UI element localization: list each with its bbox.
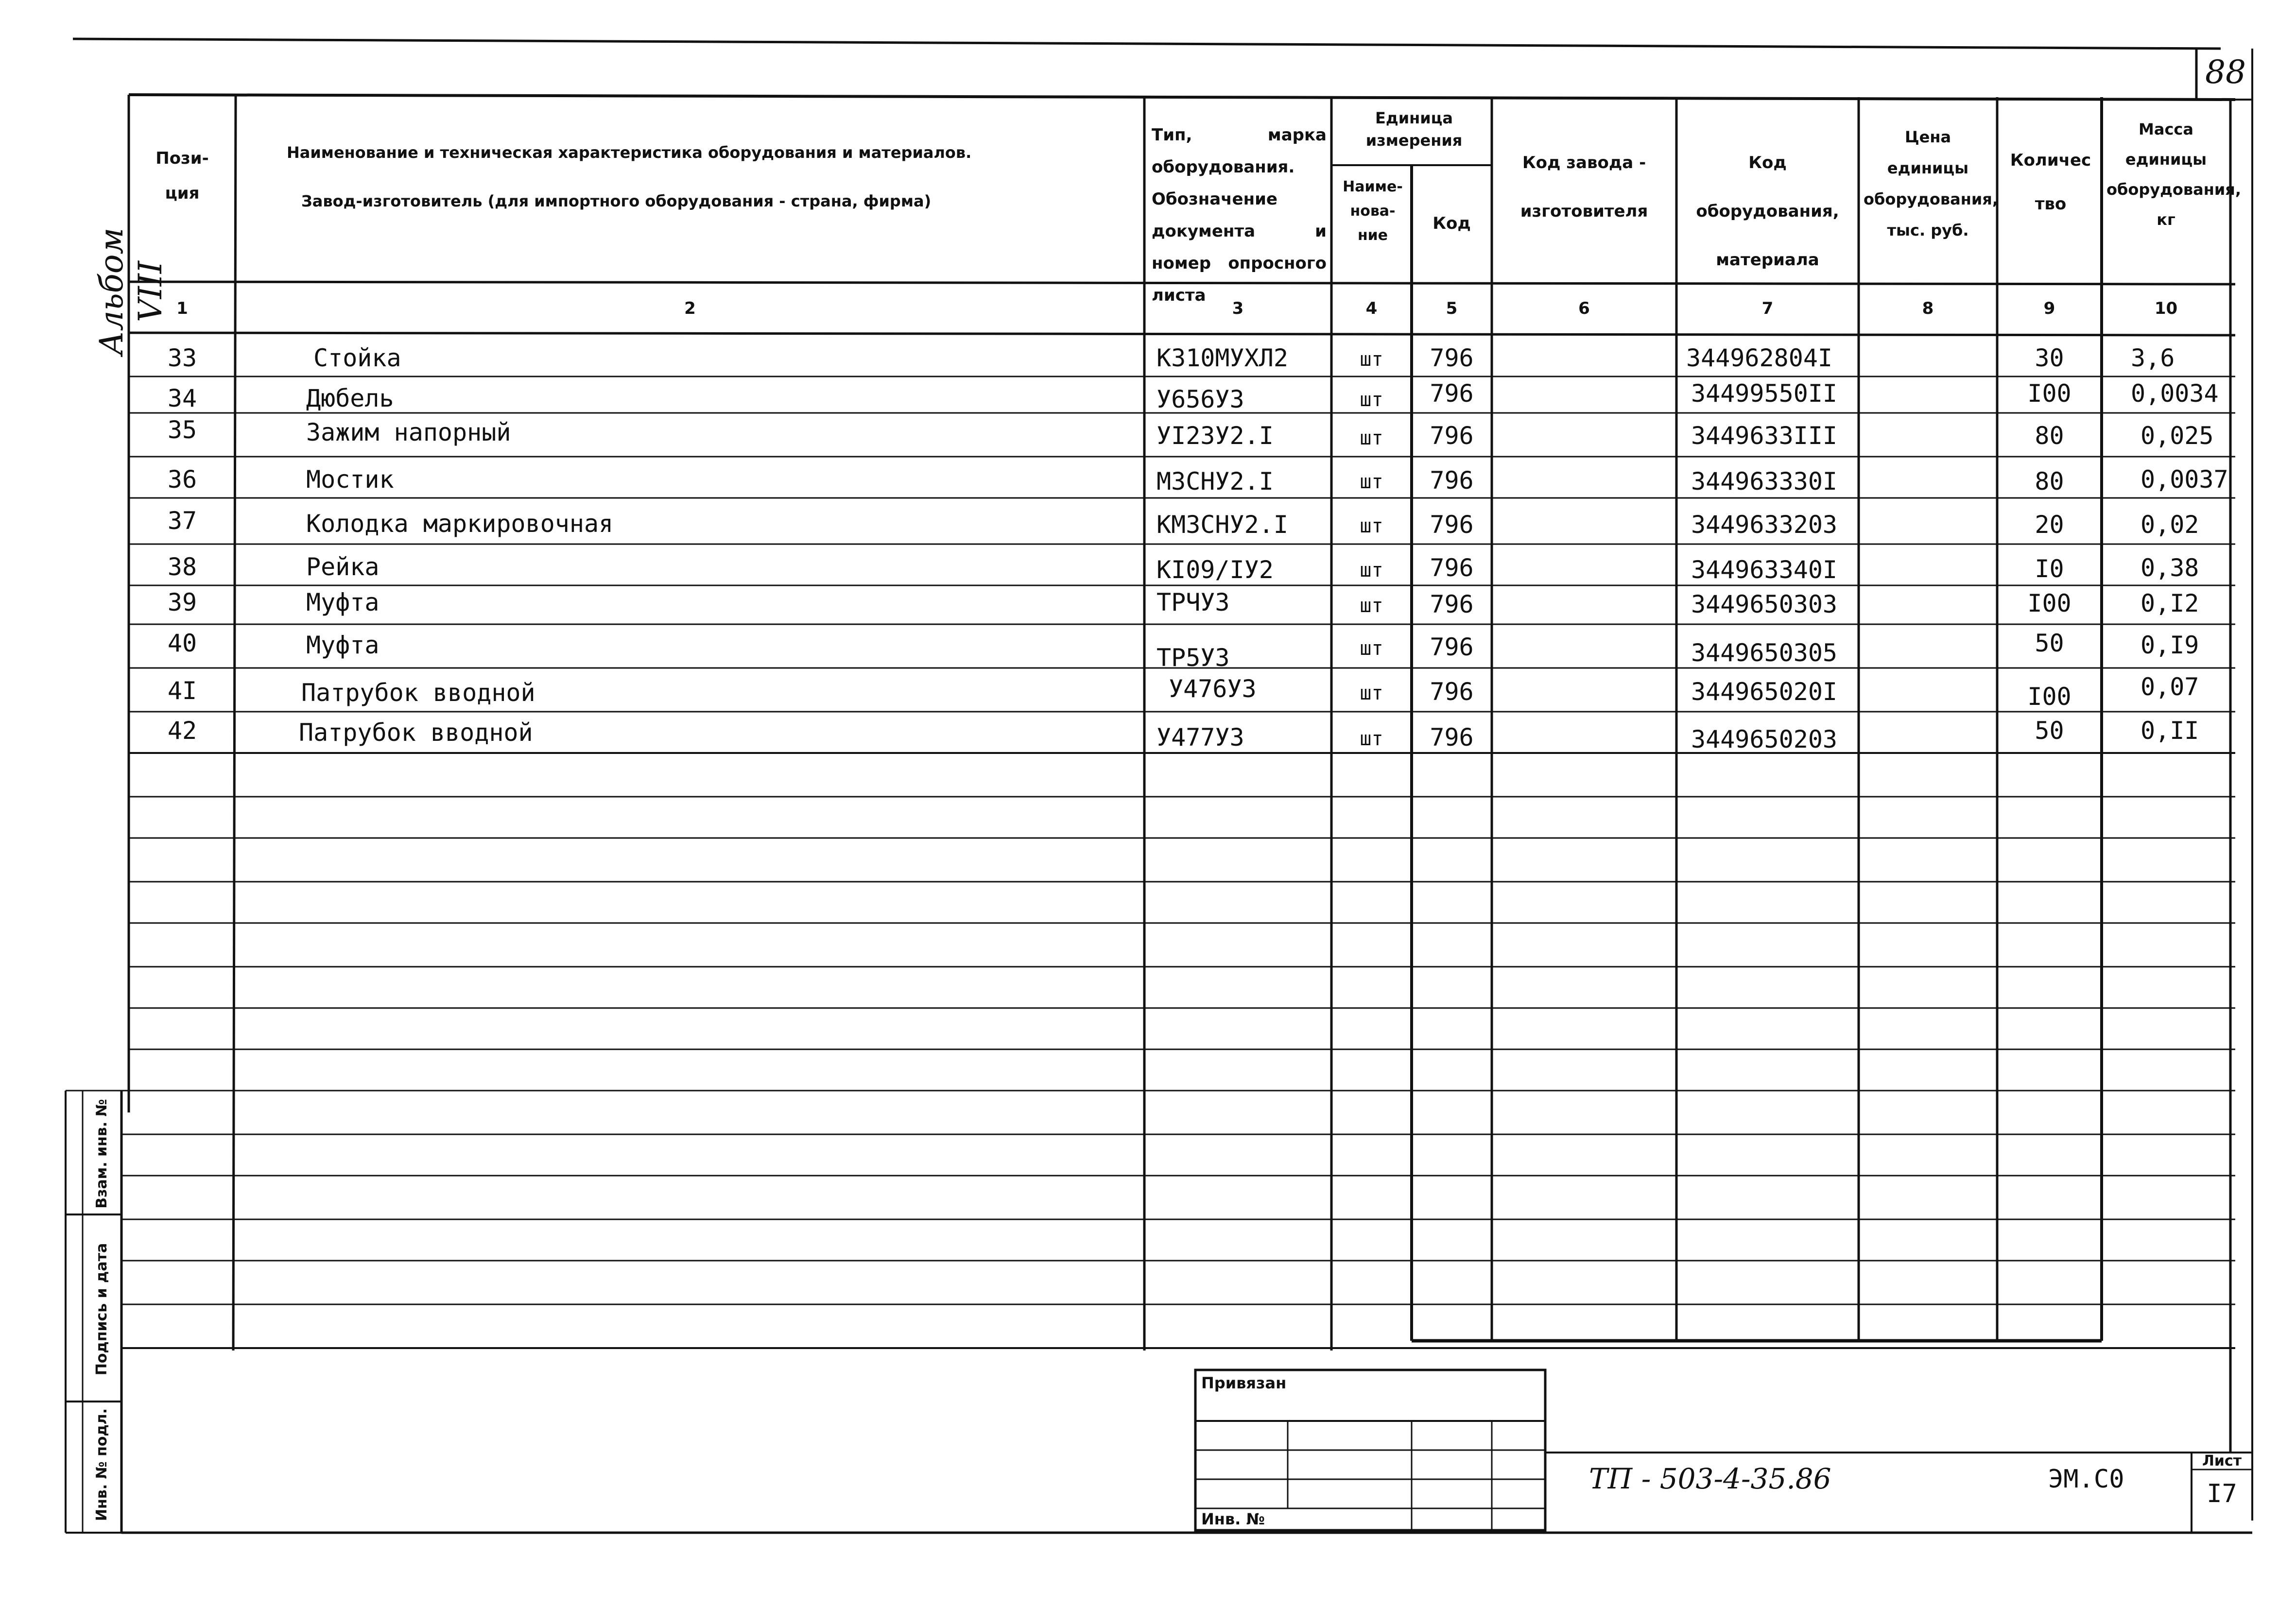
row-qty: 30 [2035,344,2064,372]
row-code: 3449633203 [1691,511,1838,539]
row-type: ТР5У3 [1157,644,1230,672]
table-row [129,712,2230,753]
table-row [129,668,2230,712]
header-equip-code: Код оборудования, материала [1696,153,1839,270]
row-name: Мостик [306,465,394,494]
table-row [129,498,2230,544]
row-mass: 0,38 [2141,554,2199,582]
row-qty: 80 [2035,467,2064,496]
stamp-sheet-label: Лист [2202,1453,2242,1470]
header-unit-name: Наиме-нова-ние [1343,178,1403,244]
row-name: Патрубок вводной [301,679,535,707]
row-qty: 20 [2035,511,2064,539]
header-type: Тип, марка оборудования. Обозначение документа и номер опросного листа [1152,125,1327,305]
row-name: Рейка [306,553,380,581]
row-code: 34499550II [1691,379,1838,408]
row-mass: 0,0037 [2141,465,2228,494]
row-mass: 0,07 [2141,673,2199,701]
row-qty: I00 [2027,589,2072,617]
row-code: 344962804I [1686,344,1833,372]
row-unit-code: 796 [1430,511,1474,539]
row-unit-code: 796 [1430,678,1474,706]
row-code: 3449650305 [1691,639,1838,667]
row-unit: шт [1360,559,1383,581]
row-qty: I00 [2027,379,2072,408]
row-name: Муфта [306,588,380,616]
row-unit: шт [1360,471,1383,493]
table-row [129,624,2230,672]
colnum-3: 3 [1232,299,1244,318]
header-qty: Количество [2010,151,2091,214]
colnum-2: 2 [684,299,696,318]
row-pos: 37 [167,507,197,535]
row-unit-code: 796 [1430,466,1474,495]
table-row [129,413,2230,457]
side-label-podpis: Подпись и дата [93,1243,110,1376]
row-type: ТРЧУ3 [1157,588,1230,616]
row-unit: шт [1360,637,1383,660]
row-name: Патрубок вводной [299,718,533,747]
row-type: У476У3 [1169,675,1257,703]
stamp-mark: ЭМ.С0 [2048,1465,2124,1494]
row-type: УI23У2.I [1157,422,1274,450]
row-type: К310МУХЛ2 [1157,344,1288,372]
stamp-privyazan: Привязан [1201,1374,1287,1392]
row-unit-code: 796 [1430,379,1474,408]
header-price: Цена единицы оборудования, тыс. руб. [1864,128,1998,239]
row-qty: I0 [2035,555,2064,583]
header-unit-code: Код [1433,214,1471,233]
row-unit: шт [1360,682,1383,704]
row-type: У656У3 [1157,385,1244,413]
row-unit-code: 796 [1430,422,1474,450]
colnum-9: 9 [2043,299,2055,318]
row-code: 344965020I [1691,678,1838,706]
colnum-4: 4 [1365,299,1378,318]
row-name: Колодка маркировочная [306,510,614,538]
row-name: Муфта [306,631,380,659]
header-mass: Масса единицы оборудования, кг [2106,120,2241,229]
row-unit: шт [1360,515,1383,537]
row-pos: 4I [167,677,197,705]
header-factory-code: Код завода - изготовителя [1520,153,1648,221]
colnum-10: 10 [2154,299,2178,318]
row-pos: 34 [167,384,197,412]
row-pos: 36 [167,465,197,494]
row-unit-code: 796 [1430,723,1474,752]
row-unit: шт [1360,348,1383,371]
table-row [129,585,2230,624]
stamp-doc-number: ТП - 503-4-35.86 [1589,1462,1831,1495]
row-code: 3449650303 [1691,590,1838,618]
side-label-inv: Инв. № подл. [93,1408,110,1522]
row-mass: 0,0034 [2131,379,2219,408]
row-pos: 35 [167,416,197,444]
row-mass: 0,II [2141,717,2199,745]
header-name-line1: Наименование и техническая характеристика оборудования и материалов. [287,143,972,162]
row-mass: 3,6 [2131,344,2175,372]
header-pos: Пози- ция [155,149,209,203]
row-code: 3449633III [1691,422,1838,450]
row-type: М3СНУ2.I [1157,467,1274,496]
album-label: Альбом VIII [93,227,169,356]
row-mass: 0,I9 [2141,631,2199,659]
row-code: 344963330I [1691,467,1838,496]
row-name: Зажим напорный [306,418,511,446]
row-unit-code: 796 [1430,633,1474,661]
colnum-8: 8 [1922,299,1934,318]
row-pos: 38 [167,553,197,581]
row-qty: 80 [2035,422,2064,450]
row-qty: 50 [2035,629,2064,657]
colnum-6: 6 [1578,299,1590,318]
row-unit: шт [1360,389,1383,411]
row-type: У477У3 [1157,723,1244,752]
row-pos: 42 [167,717,197,745]
table-row [129,335,2230,376]
header-name-line2: Завод-изготовитель (для импортного оборудования - страна, фирма) [301,192,932,210]
row-unit-code: 796 [1430,344,1474,372]
row-code: 3449650203 [1691,725,1838,753]
row-code: 344963340I [1691,556,1838,584]
table-row [129,457,2230,498]
row-unit-code: 796 [1430,554,1474,582]
row-unit: шт [1360,427,1383,449]
row-pos: 39 [167,588,197,616]
side-label-vzam: Взам. инв. № [93,1099,110,1209]
row-qty: 50 [2035,717,2064,745]
row-unit-code: 796 [1430,590,1474,618]
row-mass: 0,I2 [2141,589,2199,617]
row-qty: I00 [2027,683,2072,711]
colnum-1: 1 [176,299,188,318]
row-mass: 0,025 [2141,422,2214,450]
header-unit-group: Единица измерения [1365,109,1463,150]
row-type: КМ3СНУ2.I [1157,511,1288,539]
table-row [129,544,2230,585]
colnum-7: 7 [1761,299,1774,318]
colnum-5: 5 [1446,299,1458,318]
row-pos: 33 [167,344,197,372]
row-name: Дюбель [306,384,394,412]
row-name: Стойка [313,344,401,372]
row-type: КI09/IУ2 [1157,556,1274,584]
sheet-corner-number: 88 [2205,53,2246,91]
row-unit: шт [1360,728,1383,750]
table-row [129,376,2230,413]
row-pos: 40 [167,629,197,657]
stamp-sheet-number: I7 [2207,1479,2237,1508]
row-unit: шт [1360,595,1383,617]
stamp-inv-no: Инв. № [1201,1510,1265,1528]
row-mass: 0,02 [2141,511,2199,539]
